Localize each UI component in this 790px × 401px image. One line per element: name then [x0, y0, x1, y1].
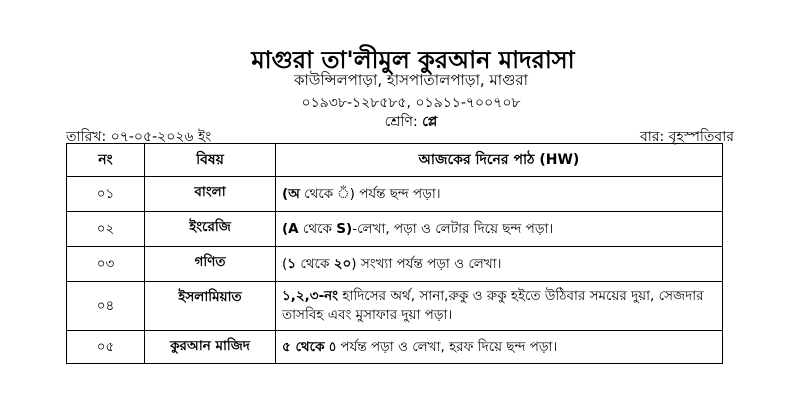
lesson-bold: ২০	[333, 255, 352, 272]
row-lesson	[276, 177, 723, 212]
row-number: ০৩	[67, 247, 145, 282]
table-row	[67, 212, 723, 247]
lesson-text: থেকে	[298, 220, 337, 237]
lesson-bold: ৫ থেকে	[282, 338, 325, 355]
row-subject: ইসলামিয়াত	[145, 282, 276, 331]
lesson-bold: (অ	[282, 185, 300, 202]
row-number: ০১	[67, 177, 145, 212]
table-row	[67, 282, 723, 331]
row-number: ০৪	[67, 282, 145, 331]
lesson-bold: ১	[287, 255, 297, 272]
header-subject: বিষয়	[145, 144, 276, 177]
table-row	[67, 177, 723, 212]
day-line: বার: বৃহস্পতিবার	[640, 129, 734, 145]
school-address: কাউন্সিলপাড়া, হাসপাতালপাড়া, মাগুরা	[293, 71, 529, 89]
row-lesson	[276, 247, 723, 282]
row-subject: ইংরেজি	[145, 212, 276, 247]
lesson-text: -লেখা, পড়া ও লেটার দিয়ে ছন্দ পড়া।	[352, 220, 554, 237]
table-row	[67, 331, 723, 364]
row-number: ০৫	[67, 331, 145, 364]
lesson-text: হাদিসের অর্থ, সানা,রুকু ও রুকু হইতে উঠিবার সময়ের দুয়া, সেজদার তাসবিহ এবং মুসাফার দুয়া পড়া।	[282, 288, 704, 323]
row-lesson	[276, 212, 723, 247]
table-header-row	[67, 144, 723, 177]
lesson-bold: S)	[336, 220, 353, 237]
row-subject: বাংলা	[145, 177, 276, 212]
class-label: শ্রেণি:	[384, 114, 418, 130]
homework-table	[66, 143, 723, 364]
row-subject: কুরআন মাজিদ	[145, 331, 276, 364]
lesson-text: থেকে	[296, 255, 334, 272]
row-lesson	[276, 282, 723, 331]
row-lesson	[276, 331, 723, 364]
lesson-bold: (A	[282, 220, 299, 237]
lesson-text: ) সংখ্যা পর্যন্ত পড়া ও লেখা।	[351, 255, 502, 272]
school-title: মাগুরা তা'লীমুল কুরআন মাদরাসা	[251, 46, 575, 74]
row-number: ০২	[67, 212, 145, 247]
lesson-bold: ১,২,৩-নং	[282, 288, 339, 304]
header-lesson: আজকের দিনের পাঠ (HW)	[276, 144, 723, 177]
row-subject: গণিত	[145, 247, 276, 282]
header-no: নং	[67, 144, 145, 177]
date-line: তারিখ: ০৭-০৫-২০২৬ ইং	[66, 129, 212, 145]
lesson-text: ٥ পর্যন্ত পড়া ও লেখা, হরফ দিয়ে ছন্দ পড়া।	[324, 338, 558, 355]
class-value: প্লে	[422, 114, 438, 130]
table-row	[67, 247, 723, 282]
lesson-text: থেকে ঁ) পর্যন্ত ছন্দ পড়া।	[299, 185, 441, 202]
lesson-text: (	[282, 255, 288, 272]
school-phones: ০১৯৩৮-১২৮৫৮৫, ০১৯১১-৭০০৭০৮	[301, 95, 521, 111]
